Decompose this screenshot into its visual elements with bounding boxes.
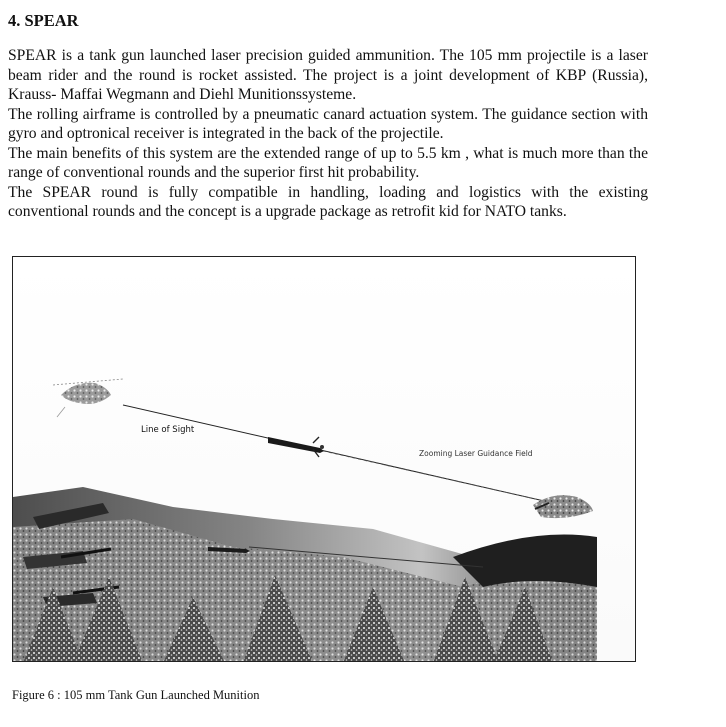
paragraph-2: The rolling airframe is controlled by a pneumatic canard actuation system. The guidance section with gyro and optronical receiver is integrated in the back of the projectile.: [8, 105, 648, 142]
paragraph-4: The SPEAR round is fully compatible in handling, loading and logistics with the existing conventional rounds and the concept is a upgrade package as retrofit kid for NATO tanks.: [8, 183, 648, 220]
body-text: [8, 46, 648, 222]
figure-illustration: [12, 256, 636, 662]
paragraph-3: The main benefits of this system are the extended range of up to 5.5 km , what is much more than the range of conventional rounds and the superior first hit probability.: [8, 144, 648, 181]
figure-caption: Figure 6 : 105 mm Tank Gun Launched Munition: [12, 688, 260, 702]
line-of-sight-label: Line of Sight: [141, 425, 195, 435]
paragraph-1: SPEAR is a tank gun launched laser precision guided ammunition. The 105 mm projectile is a laser beam rider and the round is rocket assisted. The project is a joint development of KBP (Russia), Krauss- Maffai Wegmann and Diehl Munitionssysteme.: [8, 47, 648, 103]
guidance-field-label: Zooming Laser Guidance Field: [419, 449, 533, 458]
battlefield-illustration: [13, 257, 636, 662]
section-heading: 4. SPEAR: [8, 11, 79, 30]
